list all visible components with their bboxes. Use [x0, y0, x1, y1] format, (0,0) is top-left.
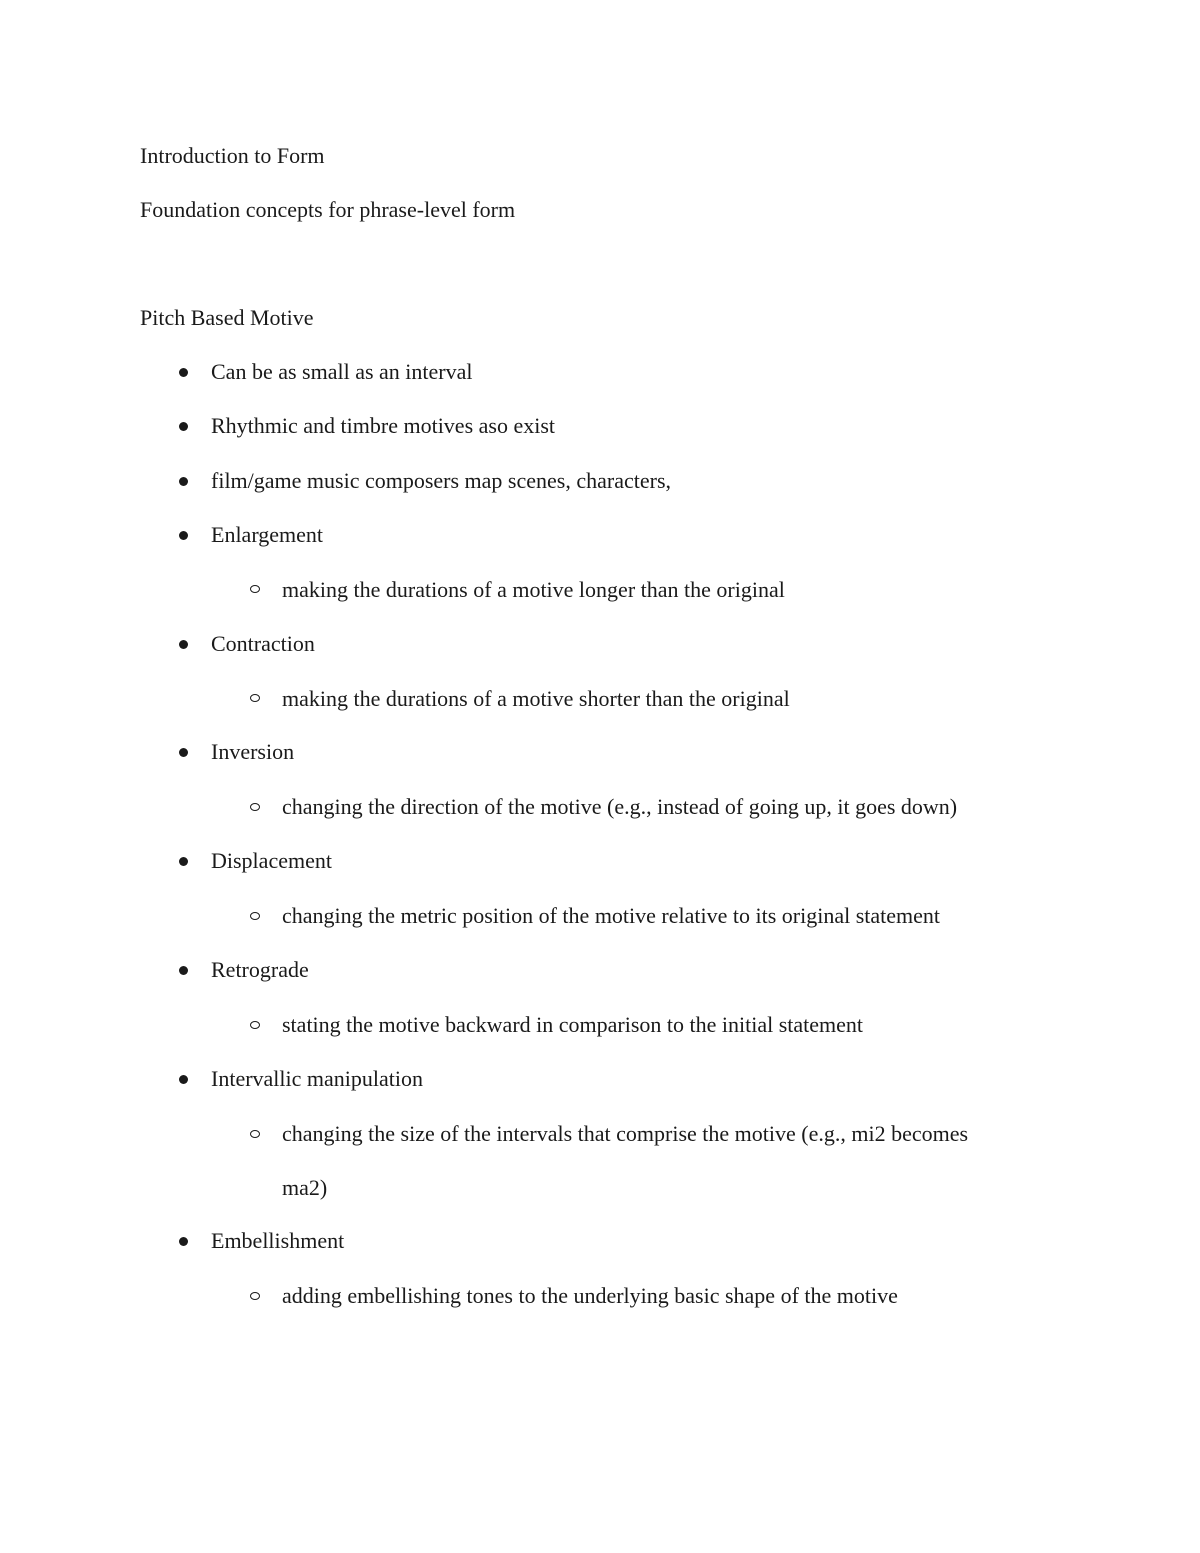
sub-list-item: adding embellishing tones to the underlying basic shape of the motive	[282, 1283, 898, 1308]
sub-list-item: stating the motive backward in comparison to the initial statement	[282, 1012, 864, 1037]
section-heading: Pitch Based Motive	[140, 305, 314, 330]
sub-list-item: changing the direction of the motive (e.g., instead of going up, it goes down)	[282, 794, 958, 819]
list-item: Retrograde	[211, 957, 309, 982]
list-item: Intervallic manipulation	[211, 1066, 423, 1091]
sub-list-item-continued: ma2)	[282, 1175, 328, 1200]
bullet-icon	[179, 1075, 188, 1084]
sub-bullet-icon	[250, 585, 260, 593]
bullet-icon	[179, 422, 188, 431]
list-item: Displacement	[211, 848, 332, 873]
bullet-icon	[179, 966, 188, 975]
bullet-icon	[179, 368, 188, 377]
bullet-icon	[179, 477, 188, 486]
sub-bullet-icon	[250, 912, 260, 920]
list-item: Inversion	[211, 739, 295, 764]
sub-bullet-icon	[250, 1130, 260, 1138]
bullet-icon	[179, 531, 188, 540]
list-item: Can be as small as an interval	[211, 359, 473, 384]
list-item: Contraction	[211, 631, 315, 656]
bullet-icon	[179, 640, 188, 649]
sub-list-item: changing the metric position of the motive relative to its original statement	[282, 903, 941, 928]
sub-bullet-icon	[250, 1292, 260, 1300]
bullet-icon	[179, 1237, 188, 1246]
list-item: Embellishment	[211, 1228, 345, 1253]
bullet-icon	[179, 748, 188, 757]
list-item: film/game music composers map scenes, characters,	[211, 468, 672, 493]
sub-list-item: changing the size of the intervals that comprise the motive (e.g., mi2 becomes	[282, 1121, 969, 1146]
sub-list-item: making the durations of a motive longer than the original	[282, 577, 785, 602]
sub-bullet-icon	[250, 803, 260, 811]
sub-bullet-icon	[250, 1021, 260, 1029]
document-title: Introduction to Form	[140, 143, 325, 168]
sub-list-item: making the durations of a motive shorter than the original	[282, 686, 790, 711]
bullet-icon	[179, 857, 188, 866]
list-item: Enlargement	[211, 522, 323, 547]
document-subtitle: Foundation concepts for phrase-level form	[140, 197, 516, 222]
list-item: Rhythmic and timbre motives aso exist	[211, 413, 556, 438]
sub-bullet-icon	[250, 694, 260, 702]
